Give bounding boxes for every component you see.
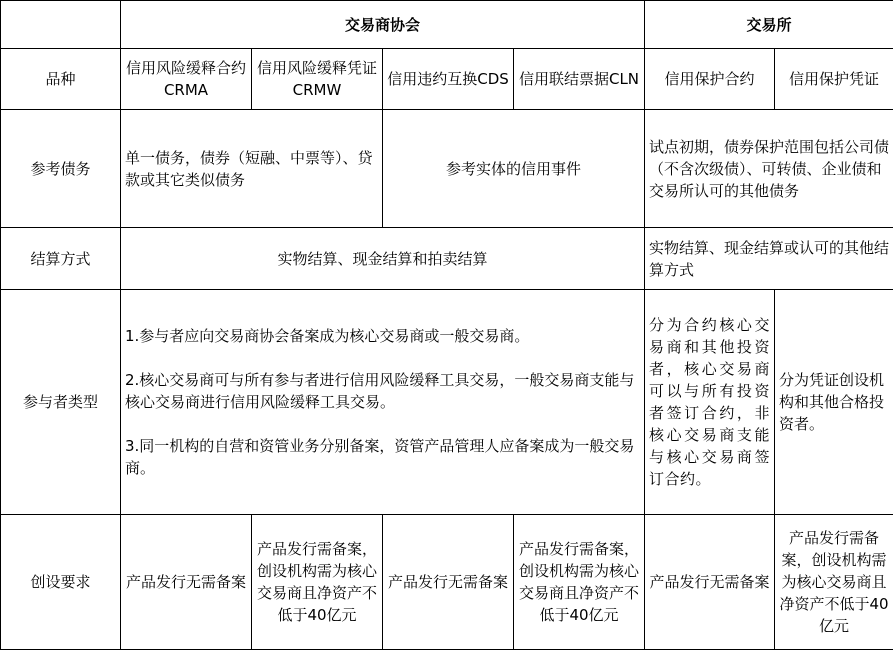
- product-crmw: 信用风险缓释凭证CRMW: [252, 49, 383, 110]
- reference-crma-crmw: 单一债务，债券（短融、中票等）、贷款或其它类似债务: [121, 110, 383, 228]
- creation-cln: 产品发行需备案，创设机构需为核心交易商且净资产不低于40亿元: [514, 515, 645, 650]
- creation-crmw: 产品发行需备案，创设机构需为核心交易商且净资产不低于40亿元: [252, 515, 383, 650]
- reference-row: [1, 110, 893, 228]
- product-cds: 信用违约互换CDS: [383, 49, 514, 110]
- participants-exchange-contract: 分为合约核心交易商和其他投资者，核心交易商可以与所有投资者签订合约，非核心交易商支能与核心交易商签订合约。: [645, 290, 775, 515]
- header-exchange-group: 交易所: [645, 1, 893, 49]
- creation-crma: 产品发行无需备案: [121, 515, 252, 650]
- participants-jys-point-3: 3.同一机构的自营和资管业务分别备案，资管产品管理人应备案成为一般交易商。: [125, 435, 640, 479]
- product-exchange-contract: 信用保护合约: [645, 49, 775, 110]
- settlement-jys: 实物结算、现金结算和拍卖结算: [121, 228, 645, 290]
- participants-jys: [121, 290, 645, 515]
- participants-exchange-certificate: 分为凭证创设机构和其他合格投资者。: [775, 290, 893, 515]
- creation-cds: 产品发行无需备案: [383, 515, 514, 650]
- header-row: [1, 1, 893, 49]
- participants-jys-point-2: 2.核心交易商可与所有参与者进行信用风险缓释工具交易，一般交易商支能与核心交易商进行信用风险缓释工具交易。: [125, 369, 640, 413]
- product-cln: 信用联结票据CLN: [514, 49, 645, 110]
- header-empty-cell: [1, 1, 121, 49]
- creation-label: 创设要求: [1, 515, 121, 650]
- creation-exchange-contract: 产品发行无需备案: [645, 515, 775, 650]
- creation-row: [1, 515, 893, 650]
- settlement-label: 结算方式: [1, 228, 121, 290]
- settlement-row: [1, 228, 893, 290]
- reference-label: 参考债务: [1, 110, 121, 228]
- creation-exchange-certificate: 产品发行需备案，创设机构需为核心交易商且净资产不低于40亿元: [775, 515, 893, 650]
- settlement-exchange: 实物结算、现金结算或认可的其他结算方式: [645, 228, 893, 290]
- product-exchange-certificate: 信用保护凭证: [775, 49, 893, 110]
- reference-exchange: 试点初期，债券保护范围包括公司债（不含次级债）、可转债、企业债和交易所认可的其他债务: [645, 110, 893, 228]
- participants-jys-point-1: 1.参与者应向交易商协会备案成为核心交易商或一般交易商。: [125, 325, 640, 347]
- product-row: [1, 49, 893, 110]
- header-jys-group: 交易商协会: [121, 1, 645, 49]
- product-label: 品种: [1, 49, 121, 110]
- participants-row: [1, 290, 893, 515]
- participants-label: 参与者类型: [1, 290, 121, 515]
- product-crma: 信用风险缓释合约CRMA: [121, 49, 252, 110]
- reference-cds-cln: 参考实体的信用事件: [383, 110, 645, 228]
